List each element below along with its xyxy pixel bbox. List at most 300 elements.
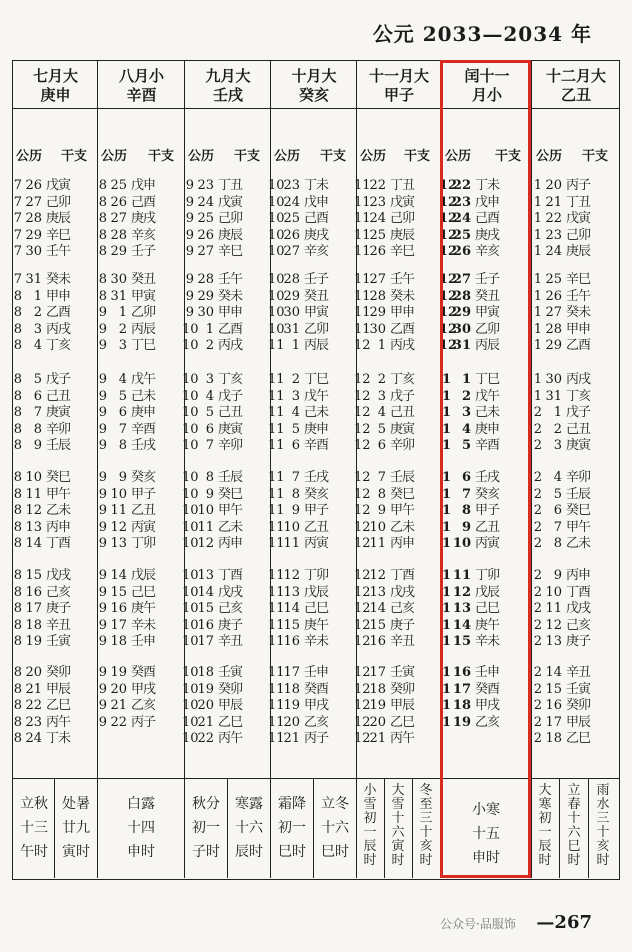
date-cell: [530, 322, 590, 338]
month-num: 8: [98, 227, 107, 243]
day-num: 21: [110, 698, 127, 713]
ganzhi: 辛未: [131, 617, 156, 633]
month-num: 9: [98, 714, 107, 730]
date-cell: [268, 438, 328, 454]
ganzhi: 乙巳: [218, 714, 243, 730]
month-num: 9: [98, 503, 107, 518]
month-num: 11: [268, 486, 285, 502]
ganzhi: 丙辰: [304, 338, 329, 353]
ganzhi: 戊申: [475, 194, 500, 210]
date-cell: [354, 665, 414, 681]
date-cell: [10, 195, 70, 211]
day-num: 5: [377, 421, 386, 437]
month-num: 9: [98, 519, 107, 535]
month-num: 9: [185, 194, 194, 210]
ganzhi: 己卯: [390, 211, 415, 226]
month-num: 10: [182, 568, 199, 583]
day-num: 7: [33, 405, 42, 420]
month-num: 2: [533, 617, 542, 633]
ganzhi: 乙巳: [390, 714, 415, 730]
subheader-ganzhi: 干支: [61, 149, 88, 164]
date-cell: [530, 389, 590, 405]
ganzhi: 戊子: [218, 388, 243, 404]
day-num: 27: [545, 305, 562, 320]
day-num: 3: [461, 405, 471, 420]
day-num: 4: [461, 421, 471, 437]
ganzhi: 乙巳: [566, 731, 591, 746]
date-cell: [95, 195, 155, 211]
ganzhi: 壬午: [566, 288, 591, 304]
month-num: 12: [439, 272, 458, 287]
month-num: 1: [441, 714, 451, 730]
day-num: 28: [545, 321, 562, 337]
month-num: 11: [268, 731, 285, 746]
month-num: 9: [185, 288, 194, 304]
month-num: 2: [533, 438, 542, 453]
month-header-line: 庚申: [40, 86, 71, 104]
ganzhi: 癸巳: [390, 486, 415, 502]
date-cell: [268, 211, 328, 227]
month-header-line: 八月小: [118, 67, 164, 85]
day-num: 14: [25, 536, 42, 551]
date-cell: [182, 438, 242, 454]
term-lichun: 立春十六巳时: [567, 783, 581, 868]
date-cell: [354, 405, 414, 421]
date-cell: [182, 211, 242, 227]
month-num: 1: [441, 617, 451, 633]
date-cell: [10, 487, 70, 503]
date-cell: [10, 322, 70, 338]
month-num: 10: [182, 470, 199, 485]
month-num: 7: [13, 227, 22, 243]
ganzhi: 己丑: [218, 405, 243, 420]
day-num: 14: [545, 665, 562, 680]
day-num: 17: [545, 714, 562, 730]
date-cell: [530, 520, 590, 536]
month-num: 10: [268, 288, 285, 304]
month-num: 8: [98, 194, 107, 210]
month-num: 2: [533, 519, 542, 535]
date-cell: [182, 422, 242, 438]
month-num: 1: [533, 372, 542, 387]
ganzhi: 壬子: [304, 272, 329, 287]
date-cell: [268, 601, 328, 617]
month-num: 8: [98, 288, 107, 304]
month-num: 1: [441, 405, 451, 420]
ganzhi: 乙丑: [131, 503, 156, 518]
date-cell: [268, 228, 328, 244]
day-num: 1: [205, 321, 214, 337]
ganzhi: 壬戌: [475, 470, 500, 485]
date-cell: [354, 715, 414, 731]
date-cell: [530, 536, 590, 552]
date-cell: [268, 389, 328, 405]
day-num: 6: [118, 405, 127, 420]
date-cell: [95, 520, 155, 536]
day-num: 24: [452, 211, 471, 226]
date-cell: [95, 568, 155, 584]
day-num: 28: [283, 272, 300, 287]
day-num: 17: [25, 601, 42, 616]
day-num: 26: [369, 244, 386, 259]
date-cell: [182, 305, 242, 321]
day-num: 27: [369, 272, 386, 287]
month-num: 9: [185, 244, 194, 259]
day-num: 30: [25, 244, 42, 259]
ganzhi: 戊午: [304, 388, 329, 404]
date-cell: [182, 372, 242, 388]
day-num: 17: [197, 634, 214, 649]
month-num: 8: [13, 321, 22, 337]
day-num: 30: [197, 305, 214, 320]
ganzhi: 甲辰: [390, 698, 415, 713]
month-num: 1: [533, 227, 542, 243]
ganzhi: 戊申: [304, 194, 329, 210]
date-cell: [95, 322, 155, 338]
ganzhi: 辛亥: [475, 244, 500, 259]
term-daxue: 大雪十六寅时: [391, 783, 405, 868]
month-num: 11: [268, 714, 285, 730]
month-num: 9: [98, 698, 107, 713]
date-cell: [10, 438, 70, 454]
month-num: 8: [98, 211, 107, 226]
day-num: 30: [369, 321, 386, 337]
day-num: 22: [369, 178, 386, 193]
highlight-box: [440, 60, 531, 878]
date-cell: [268, 665, 328, 681]
date-cell: [95, 211, 155, 227]
ganzhi: 丁亥: [46, 338, 71, 353]
date-cell: [10, 618, 70, 634]
day-num: 13: [283, 584, 300, 600]
month-num: 2: [533, 714, 542, 730]
month-num: 10: [268, 178, 285, 193]
day-num: 9: [291, 503, 300, 518]
month-header-line: 乙丑: [560, 86, 591, 104]
ganzhi: 甲子: [475, 503, 500, 518]
day-num: 10: [545, 584, 562, 600]
ganzhi: 癸酉: [475, 681, 500, 697]
day-num: 12: [545, 617, 562, 633]
day-num: 4: [33, 338, 42, 353]
day-num: 1: [553, 405, 562, 420]
day-num: 8: [291, 486, 300, 502]
term-shuangjiang: 霜降 初一 巳时: [278, 796, 306, 860]
month-num: 2: [533, 665, 542, 680]
month-num: 10: [182, 519, 199, 535]
day-num: 14: [283, 601, 300, 616]
date-cell: [268, 322, 328, 338]
day-num: 24: [369, 211, 386, 226]
day-num: 25: [110, 178, 127, 193]
day-num: 27: [25, 194, 42, 210]
ganzhi: 丙申: [218, 536, 243, 551]
date-cell: [182, 289, 242, 305]
date-cell: [268, 338, 328, 354]
date-cell: [268, 731, 328, 747]
month-num: 10: [182, 421, 199, 437]
ganzhi: 庚辰: [218, 227, 243, 243]
term-divider: [412, 778, 413, 878]
ganzhi: 甲午: [218, 503, 243, 518]
ganzhi: 庚午: [304, 617, 329, 633]
date-cell: [95, 715, 155, 731]
ganzhi: 癸巳: [46, 470, 71, 485]
ganzhi: 己亥: [218, 601, 243, 616]
ganzhi: 庚子: [566, 634, 591, 649]
date-cell: [354, 211, 414, 227]
ganzhi: 庚寅: [46, 405, 71, 420]
day-num: 3: [205, 372, 214, 387]
ganzhi: 丁丑: [218, 178, 243, 193]
date-cell: [354, 422, 414, 438]
date-cell: [95, 389, 155, 405]
day-num: 7: [118, 421, 127, 437]
ganzhi: 乙巳: [46, 698, 71, 713]
month-num: 7: [13, 178, 22, 193]
ganzhi: 乙酉: [390, 321, 415, 337]
ganzhi: 己巳: [131, 584, 156, 600]
day-num: 25: [545, 272, 562, 287]
ganzhi: 丁酉: [46, 536, 71, 551]
day-num: 28: [452, 288, 471, 304]
day-num: 5: [291, 421, 300, 437]
ganzhi: 辛巳: [218, 244, 243, 259]
month-num: 1: [533, 272, 542, 287]
date-cell: [530, 289, 590, 305]
day-num: 30: [110, 272, 127, 287]
day-num: 19: [197, 681, 214, 697]
month-header: [272, 67, 356, 105]
day-num: 7: [553, 519, 562, 535]
month-num: 9: [98, 438, 107, 453]
date-cell: [10, 422, 70, 438]
ganzhi: 癸未: [46, 272, 71, 287]
day-num: 15: [452, 634, 471, 649]
ganzhi: 甲戌: [304, 698, 329, 713]
month-num: 2: [533, 568, 542, 583]
month-num: 10: [268, 244, 285, 259]
date-cell: [95, 289, 155, 305]
ganzhi: 戊午: [131, 372, 156, 387]
day-num: 31: [452, 338, 471, 353]
date-cell: [95, 536, 155, 552]
day-num: 19: [283, 698, 300, 713]
ganzhi: 丁酉: [218, 568, 243, 583]
date-cell: [95, 405, 155, 421]
month-num: 12: [354, 503, 371, 518]
month-num: 9: [98, 681, 107, 697]
date-cell: [530, 228, 590, 244]
ganzhi: 己酉: [304, 211, 329, 226]
month-num: 10: [182, 681, 199, 697]
date-cell: [10, 634, 70, 650]
ganzhi: 庚子: [390, 617, 415, 633]
subheader-ganzhi: 干支: [148, 149, 175, 164]
month-num: 7: [13, 244, 22, 259]
month-num: 9: [98, 486, 107, 502]
date-cell: [10, 503, 70, 519]
month-num: 8: [13, 584, 22, 600]
term-chushu: 处暑 廿九 寅时: [62, 796, 90, 860]
month-header-line: 十一月大: [368, 67, 429, 85]
day-num: 15: [283, 617, 300, 633]
date-cell: [268, 487, 328, 503]
month-num: 12: [439, 194, 458, 210]
date-cell: [530, 438, 590, 454]
date-cell: [182, 601, 242, 617]
month-num: 9: [185, 227, 194, 243]
ganzhi: 己亥: [46, 584, 71, 600]
date-cell: [530, 731, 590, 747]
subheader-ganzhi: 干支: [234, 149, 261, 164]
date-cell: [530, 178, 590, 194]
month-num: 10: [182, 731, 199, 746]
day-num: 26: [283, 227, 300, 243]
date-cell: [268, 372, 328, 388]
day-num: 24: [283, 194, 300, 210]
day-num: 10: [283, 519, 300, 535]
month-num: 12: [439, 244, 458, 259]
ganzhi: 癸巳: [566, 503, 591, 518]
day-num: 14: [452, 617, 471, 633]
ganzhi: 丁卯: [304, 568, 329, 583]
month-num: 9: [98, 321, 107, 337]
month-num: 8: [13, 486, 22, 502]
month-num: 12: [354, 470, 371, 485]
date-cell: [268, 585, 328, 601]
day-num: 9: [377, 503, 386, 518]
month-num: 12: [354, 601, 371, 616]
ganzhi: 庚寅: [390, 421, 415, 437]
day-num: 5: [205, 405, 214, 420]
ganzhi: 甲午: [566, 519, 591, 535]
ganzhi: 癸未: [218, 288, 243, 304]
ganzhi: 辛巳: [566, 272, 591, 287]
date-cell: [530, 715, 590, 731]
day-num: 31: [25, 272, 42, 287]
ganzhi: 甲申: [566, 321, 591, 337]
ganzhi: 癸未: [566, 305, 591, 320]
ganzhi: 己巳: [304, 601, 329, 616]
subheader-gongli: 公历: [274, 149, 301, 164]
day-num: 18: [545, 731, 562, 746]
ganzhi: 戊戌: [46, 568, 71, 583]
month-num: 1: [441, 568, 451, 583]
date-cell: [268, 305, 328, 321]
term-qiufen: 秋分 初一 子时: [192, 796, 220, 860]
day-num: 29: [25, 227, 42, 243]
day-num: 7: [205, 438, 214, 453]
day-num: 6: [461, 470, 471, 485]
month-num: 10: [268, 227, 285, 243]
month-header-line: 十月大: [291, 67, 337, 85]
day-num: 15: [545, 681, 562, 697]
day-num: 26: [452, 244, 471, 259]
month-num: 11: [268, 698, 285, 713]
date-cell: [354, 536, 414, 552]
ganzhi: 己卯: [566, 227, 591, 243]
ganzhi: 乙未: [566, 536, 591, 551]
day-num: 20: [197, 698, 214, 713]
month-num: 9: [98, 305, 107, 320]
day-num: 19: [25, 634, 42, 649]
month-num: 10: [182, 714, 199, 730]
date-cell: [182, 322, 242, 338]
day-num: 17: [369, 665, 386, 680]
date-cell: [10, 682, 70, 698]
subheader-ganzhi: 干支: [320, 149, 347, 164]
day-num: 6: [553, 503, 562, 518]
date-cell: [95, 682, 155, 698]
date-cell: [354, 503, 414, 519]
date-cell: [354, 698, 414, 714]
date-cell: [268, 405, 328, 421]
day-num: 20: [545, 178, 562, 193]
date-cell: [182, 503, 242, 519]
day-num: 3: [377, 388, 386, 404]
month-num: 8: [13, 388, 22, 404]
month-num: 11: [268, 536, 285, 551]
date-cell: [95, 305, 155, 321]
month-header: [186, 67, 270, 105]
day-num: 28: [369, 288, 386, 304]
ganzhi: 丙寅: [475, 536, 500, 551]
date-cell: [268, 503, 328, 519]
month-num: 11: [354, 178, 371, 193]
month-num: 12: [354, 634, 371, 649]
date-cell: [95, 338, 155, 354]
ganzhi: 辛巳: [46, 227, 71, 243]
ganzhi: 乙未: [46, 503, 71, 518]
month-num: 1: [441, 665, 451, 680]
month-num: 9: [98, 338, 107, 353]
date-cell: [268, 698, 328, 714]
date-cell: [182, 618, 242, 634]
ganzhi: 丙申: [390, 536, 415, 551]
date-cell: [268, 520, 328, 536]
ganzhi: 甲午: [390, 503, 415, 518]
month-num: 2: [533, 421, 542, 437]
month-header-line: 壬戌: [212, 86, 243, 104]
day-num: 12: [25, 503, 42, 518]
date-cell: [10, 715, 70, 731]
month-num: 10: [182, 388, 199, 404]
ganzhi: 辛丑: [46, 617, 71, 633]
subheader-gongli: 公历: [445, 149, 472, 164]
ganzhi: 壬寅: [218, 665, 243, 680]
day-num: 18: [197, 665, 214, 680]
month-num: 10: [182, 486, 199, 502]
day-num: 26: [110, 194, 127, 210]
month-num: 10: [182, 601, 199, 616]
month-num: 11: [268, 338, 285, 353]
month-num: 2: [533, 503, 542, 518]
ganzhi: 壬子: [475, 272, 500, 287]
date-cell: [182, 405, 242, 421]
ganzhi: 癸巳: [218, 486, 243, 502]
month-header-line: 七月大: [32, 67, 78, 85]
ganzhi: 辛丑: [218, 634, 243, 649]
ganzhi: 辛丑: [390, 634, 415, 649]
month-num: 11: [268, 372, 285, 387]
subheader-ganzhi: 干支: [582, 149, 609, 164]
date-cell: [10, 601, 70, 617]
day-num: 5: [461, 438, 471, 453]
ganzhi: 甲寅: [131, 288, 156, 304]
date-cell: [530, 634, 590, 650]
day-num: 15: [197, 601, 214, 616]
